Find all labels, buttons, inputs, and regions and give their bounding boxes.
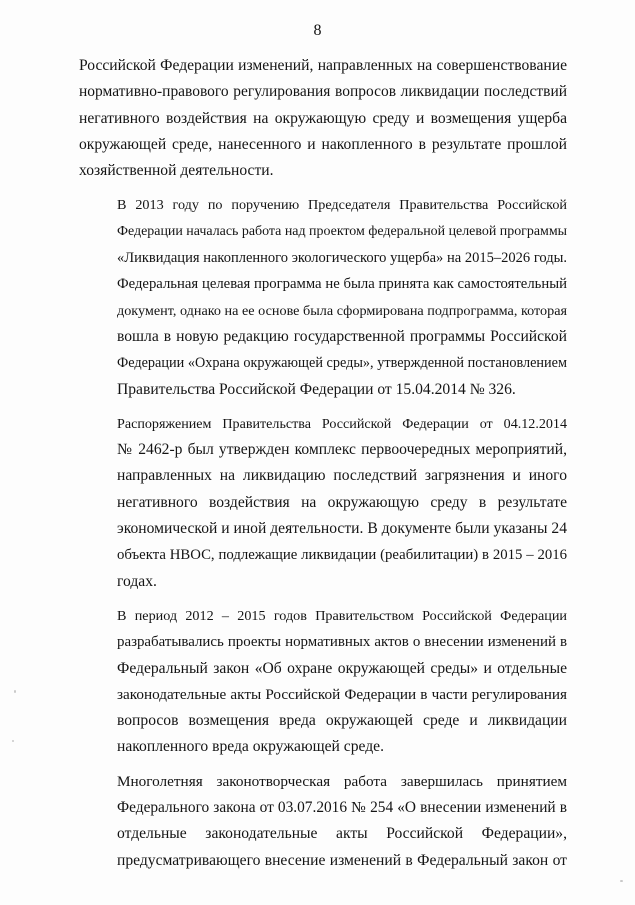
text-line: Федерации началась работа над проектом федеральной целевой программы — [117, 223, 568, 239]
text-line: № 2462-р был утвержден комплекс первоочередных мероприятий, — [117, 441, 567, 459]
text-line: нормативно-правового регулирования вопросов ликвидации последствий — [79, 83, 567, 101]
text-line: «Ликвидация накопленного экологического ущерба» на 2015–2026 годы. — [117, 250, 567, 267]
text-line: законодательные акты Российской Федерации в части регулирования — [117, 685, 567, 703]
text-line: документ, однако на ее основе была сформирована подпрограмма, которая — [117, 302, 567, 319]
paragraph-1 — [79, 53, 567, 184]
document-body — [79, 53, 567, 882]
text-line: вошла в новую редакцию государственной программы Российской — [117, 327, 567, 345]
text-line: Федерального закона от 03.07.2016 № 254 «О внесении изменений в — [117, 799, 567, 817]
text-line: Многолетняя законотворческая работа завершилась принятием — [117, 772, 567, 790]
text-line: хозяйственной деятельности. — [79, 162, 274, 180]
text-line: Российской Федерации изменений, направленных на совершенствование — [79, 57, 567, 74]
text-line: годах. — [117, 572, 157, 590]
paragraph-3 — [79, 411, 567, 595]
text-line: направленных на ликвидацию последствий загрязнения и иного — [117, 467, 567, 485]
text-line: негативного воздействия на окружающую среду и возмещения ущерба — [79, 109, 567, 127]
text-line: экономической и иной деятельности. В документе были указаны 24 — [117, 520, 567, 538]
text-line: накопленного вреда окружающей среде. — [117, 738, 384, 756]
text-line: негативного воздействия на окружающую среду в результате — [117, 493, 567, 511]
text-line: Правительства Российской Федерации от 15.04.2014 № 326. — [117, 380, 516, 398]
text-line: предусматривающего внесение изменений в Федеральный закон от — [117, 851, 567, 869]
text-line: объекта НВОС, подлежащие ликвидации (реабилитации) в 2015 – 2016 — [117, 547, 567, 564]
scan-speck — [620, 880, 623, 882]
text-line: окружающей среде, нанесенного и накопленного в результате прошлой — [79, 135, 567, 153]
text-line: Федеральная целевая программа не была принята как самостоятельный — [117, 276, 567, 293]
paragraph-4 — [79, 603, 567, 761]
paragraph-5 — [79, 769, 567, 874]
text-line: Распоряжением Правительства Российской Федерации от 04.12.2014 — [117, 415, 567, 432]
text-line: отдельные законодательные акты Российской Федерации», — [117, 825, 567, 843]
scan-speck — [14, 690, 16, 693]
text-line: В 2013 году по поручению Председателя Правительства Российской — [117, 197, 567, 214]
paragraph-2 — [79, 192, 567, 402]
text-line: разрабатывались проекты нормативных актов о внесении изменений в — [117, 634, 567, 651]
page-number: 8 — [313, 22, 322, 39]
text-line: Федерации «Охрана окружающей среды», утвержденной постановлением — [117, 355, 567, 372]
text-line: вопросов возмещения вреда окружающей среде и ликвидации — [117, 712, 567, 730]
text-line: В период 2012 – 2015 годов Правительством Российской Федерации — [117, 607, 567, 624]
text-line: Федеральный закон «Об охране окружающей среды» и отдельные — [117, 659, 567, 677]
scan-speck — [12, 740, 14, 742]
